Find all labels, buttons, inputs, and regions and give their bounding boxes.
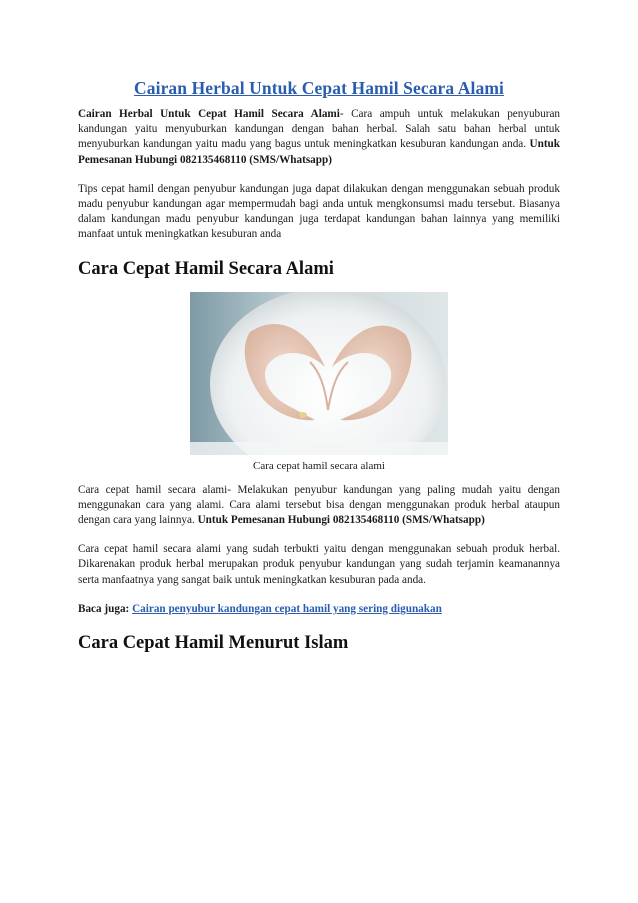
figure	[78, 292, 560, 472]
intro-lead: Cairan Herbal Untuk Cepat Hamil Secara Alami	[78, 108, 340, 120]
figure-caption: Cara cepat hamil secara alami	[253, 459, 385, 472]
pregnancy-photo	[190, 292, 448, 455]
baca-juga-line	[78, 602, 560, 617]
section-heading-islam: Cara Cepat Hamil Menurut Islam	[78, 633, 349, 654]
baca-juga-label: Baca juga:	[78, 602, 130, 615]
tips-paragraph: Tips cepat hamil dengan penyubur kandungan juga dapat dilakukan dengan menggunakan sebuah produk madu penyubur kandungan agar mempermudah bagi anda untuk mengkonsumsi madu tersebut. Biasanya dalam kandungan madu penyubur kandungan juga terdapat kandungan bahan lainnya yang memiliki manfaat untuk meningkatkan kesuburan anda	[78, 182, 560, 241]
document-title[interactable]: Cairan Herbal Untuk Cepat Hamil Secara Alami	[134, 78, 504, 98]
section-heading-alami: Cara Cepat Hamil Secara Alami	[78, 258, 334, 279]
cara-text: Cara cepat hamil secara alami- Melakukan penyubur kandungan yang paling mudah yaitu dengan menggunakan cara yang alami. Cara alami tersebut bisa dengan menggunakan produk herbal ataupun dengan cara yang lainnya.	[78, 483, 560, 527]
baca-juga-link[interactable]: Cairan penyubur kandungan cepat hamil yang sering digunakan	[132, 602, 442, 615]
document-page	[78, 78, 560, 666]
cara-order-contact: Untuk Pemesanan Hubungi 082135468110 (SMS/Whatsapp)	[197, 514, 485, 527]
intro-order-contact: Untuk Pemesanan Hubungi 082135468110 (SMS/Whatsapp)	[78, 138, 560, 166]
terbukti-paragraph: Cara cepat hamil secara alami yang sudah terbukti yaitu dengan menggunakan sebuah produk herbal. Dikarenakan produk herbal merupakan produk penyubur kandungan yang sudah terjamin keamanannya serta manfaatnya yang sangat baik untuk meningkatkan kesuburan pada anda.	[78, 543, 560, 586]
intro-text: - Cara ampuh untuk melakukan penyuburan kandungan yaitu menyuburkan kandungan dengan bahan herbal. Salah satu bahan herbal untuk menyuburkan kandungan yaitu madu yang bagus untuk meningkatkan kesuburan kandungan anda.	[78, 108, 561, 151]
cara-paragraph	[78, 483, 560, 529]
intro-paragraph	[78, 107, 560, 168]
